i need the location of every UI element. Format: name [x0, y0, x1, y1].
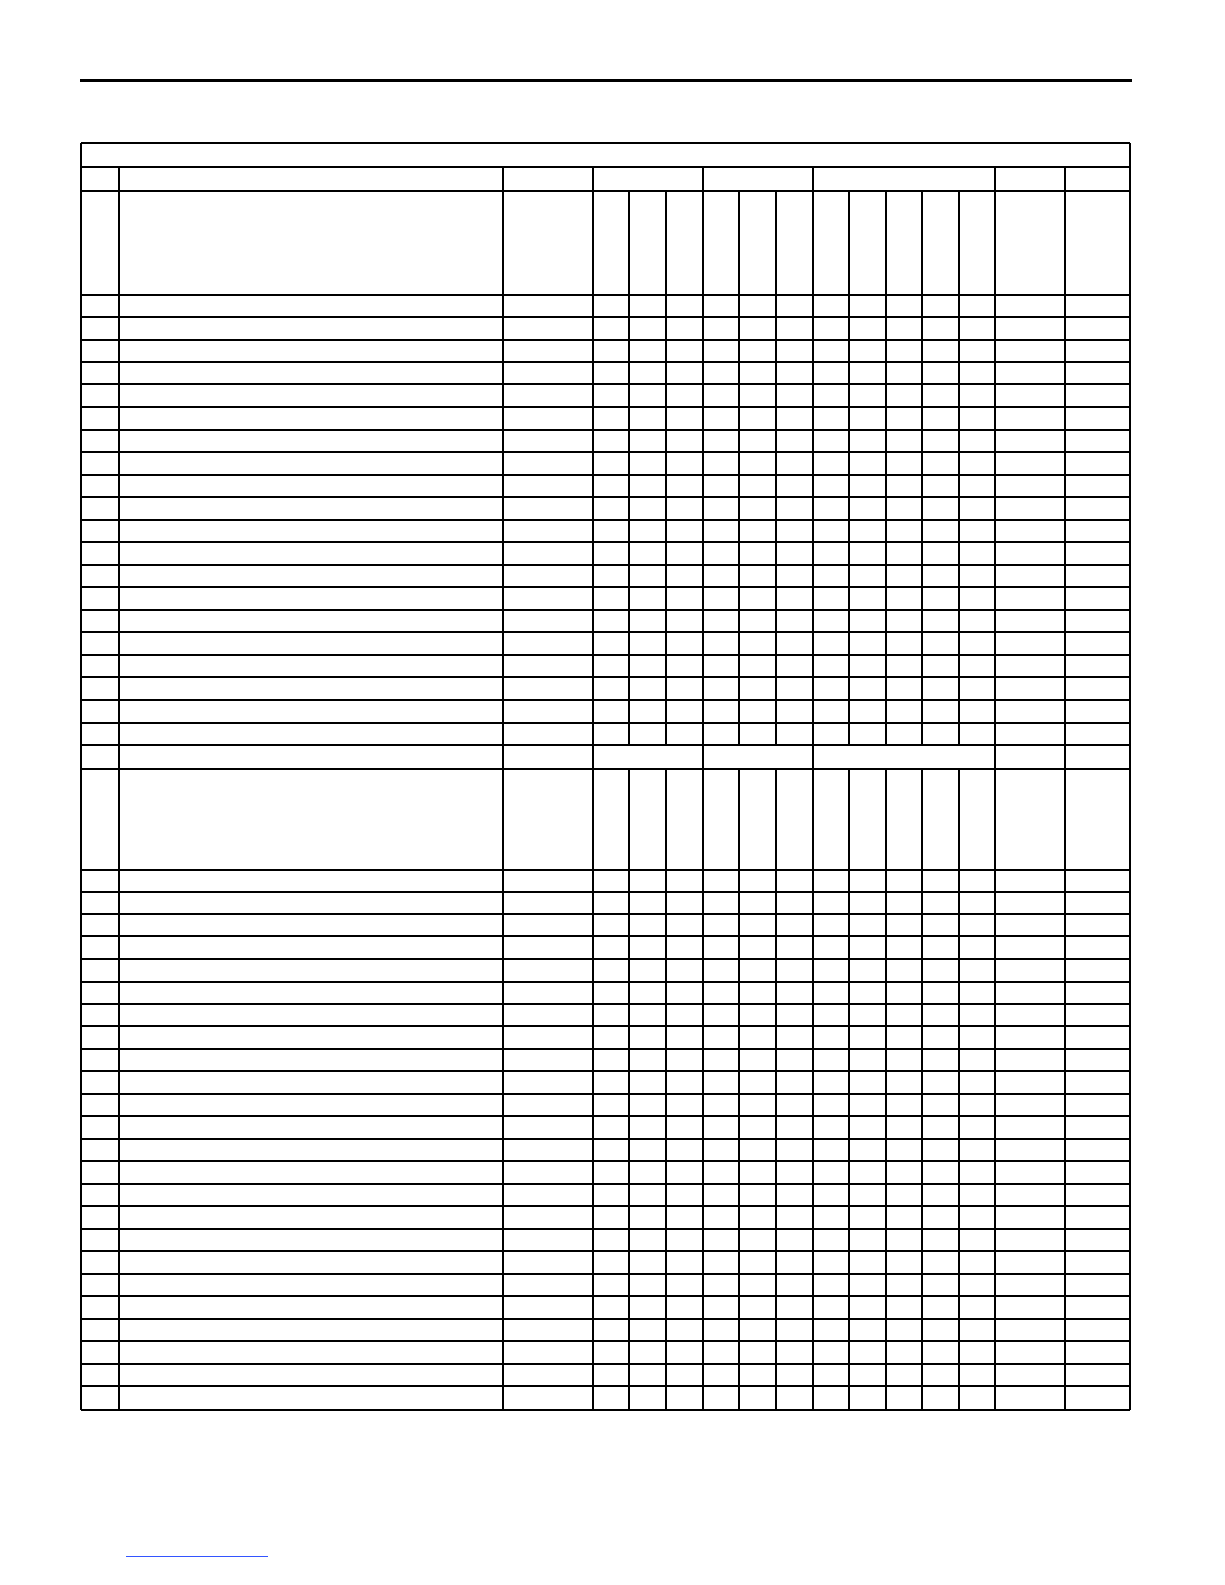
footer-link-underline[interactable]: [126, 1556, 268, 1557]
